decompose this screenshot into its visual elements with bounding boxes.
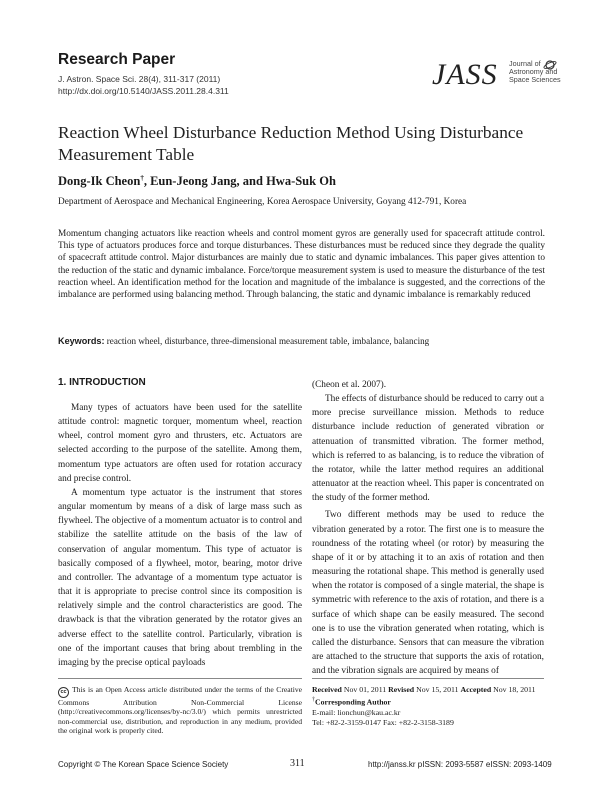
footer-copyright: Copyright © The Korean Space Science Society	[58, 760, 229, 769]
accepted-date: Nov 18, 2011	[491, 685, 536, 694]
abstract: Momentum changing actuators like reaction wheels and control moment gyros are generally used for spacecraft attitude control. This type of actuators produces force and torque disturbances. These disturbances must be reduced since they degrade the quality of spacecraft attitude control. Major disturbances are mainly due to static and dynamic imbalances. This paper gives attention to the reduction of the static and dynamic imbalance. Force/torque measurement system is used to measure the disturbance of the test reaction wheel. An identification method for the location and magnitude of the imbalance is suggested, and the corrections of the imbalance are performed using balancing method. Through balancing, the static and dynamic imbalance is remarkably reduced	[58, 229, 545, 301]
paragraph: A momentum type actuator is the instrument that stores angular momentum by means of a disk of large mass such as flywheel. The objective of a momentum actuator is to control and stabilize the satellite attitude on the basis of the law of conservation of angular momentum. This type of actuator is basically composed of a flywheel, motor, bearing, motor drive and controller. The advantage of a momentum type actuator is that it is appropriate to precise control since its composition is relatively simple and the control characteristics are good. The drawback is that the vibration generated by the rotator gives an adverse effect to the satellite control. Particularly, vibration is one of the important causes that bring about trembling in the imaging by the precise optical payloads	[58, 487, 302, 668]
doi-link[interactable]: http://dx.doi.org/10.5140/JASS.2011.28.4.311	[58, 86, 229, 96]
keywords-text: reaction wheel, disturbance, three-dimensional measurement table, imbalance, balancing	[104, 336, 430, 346]
revised-label: Revised	[388, 685, 415, 694]
author-list	[58, 174, 336, 189]
author-email[interactable]: E-mail: lionchun@kau.ac.kr	[312, 708, 401, 717]
paragraph: (Cheon et al. 2007).	[312, 380, 387, 390]
footnote-divider	[312, 678, 544, 679]
logo-wordmark: JASS	[432, 58, 498, 91]
article-dates	[312, 685, 552, 695]
logo-line2: Astronomy and	[509, 67, 558, 76]
corresponding-mark: †	[312, 697, 315, 704]
author-phone: Tel: +82-2-3159-0147 Fax: +82-2-3158-3189	[312, 718, 454, 728]
author-others: , Eun-Jeong Jang, and Hwa-Suk Oh	[143, 174, 336, 189]
paper-title: Reaction Wheel Disturbance Reduction Method Using Disturbance Measurement Table	[58, 123, 524, 164]
footnote-divider	[58, 678, 302, 679]
paragraph: Two different methods may be used to reduce the vibration generated by a rotor. The first one is to measure the roundness of the rotating wheel (or rotor) by measuring the shape of it or by attaching it to an axis of rotation and then measuring the rotational shape. This method is generally used when the rotator is composed of a single material, the shape is symmetric with reference to the axis of rotation, and there is a surface of which shape can be easily measured. The second one is to use the vibration generated when rotating, which is called the disturbance. Sensors that can measure the vibration are attached to the structure that supports the axis of rotation, and the vibration signals are acquired by means of	[312, 510, 544, 677]
paragraph: Many types of actuators have been used for the satellite attitude control: magnetic torquer, momentum wheel, reaction wheel, control moment gyro and thrusters, etc. Actuators are selected according to the purpose of the satellite. Among them, momentum type actuators are often used for rotation accuracy and precise control.	[58, 403, 302, 484]
received-label: Received	[312, 685, 342, 694]
correspondence-block	[312, 685, 552, 728]
paragraph: The effects of disturbance should be reduced to carry out a more precise surveillance mission. Methods to reduce disturbance include reduction of generated vibration or attenuation of transmitted vibration. The former method, which is referred to as balancing, is to reduce the vibration of the rotator, while the latter method requires an additional attenuator at the reaction wheel. This paper is concentrated on the study of the former method.	[312, 394, 544, 504]
right-column	[312, 378, 544, 678]
license-note	[58, 685, 302, 736]
received-date: Nov 01, 2011	[341, 685, 389, 694]
logo-line1: Journal of	[509, 59, 541, 68]
page-number: 311	[290, 758, 305, 769]
license-text: This is an Open Access article distributed under the terms of the Creative Commons Attribution Non-Commercial License (http://creativecommons.org/licenses/by-nc/3.0/) which permits unrestricted non-commercial use, distribution, and reproduction in any medium, provided the original work is properly cited.	[58, 685, 302, 736]
corresponding-author-text: Corresponding Author	[315, 697, 391, 707]
left-column	[58, 401, 302, 670]
footer-issn: http://janss.kr pISSN: 2093-5587 eISSN: 2093-1409	[368, 760, 552, 769]
article-type: Research Paper	[58, 51, 176, 68]
keywords	[58, 336, 545, 346]
affiliation: Department of Aerospace and Mechanical Engineering, Korea Aerospace University, Goyang 412-791, Korea	[58, 197, 467, 207]
accepted-label: Accepted	[460, 685, 492, 694]
logo-line3: Space Sciences	[509, 75, 561, 84]
keywords-label: Keywords:	[58, 336, 105, 346]
journal-logo	[432, 56, 562, 100]
creative-commons-icon: cc	[58, 687, 69, 698]
revised-date: Nov 15, 2011	[414, 685, 461, 694]
corresponding-author-label	[312, 695, 552, 708]
journal-reference: J. Astron. Space Sci. 28(4), 311-317 (2011)	[58, 74, 221, 84]
corresponding-mark: †	[140, 174, 144, 182]
section-heading: 1. INTRODUCTION	[58, 377, 146, 388]
author-primary: Dong-Ik Cheon	[58, 174, 141, 189]
